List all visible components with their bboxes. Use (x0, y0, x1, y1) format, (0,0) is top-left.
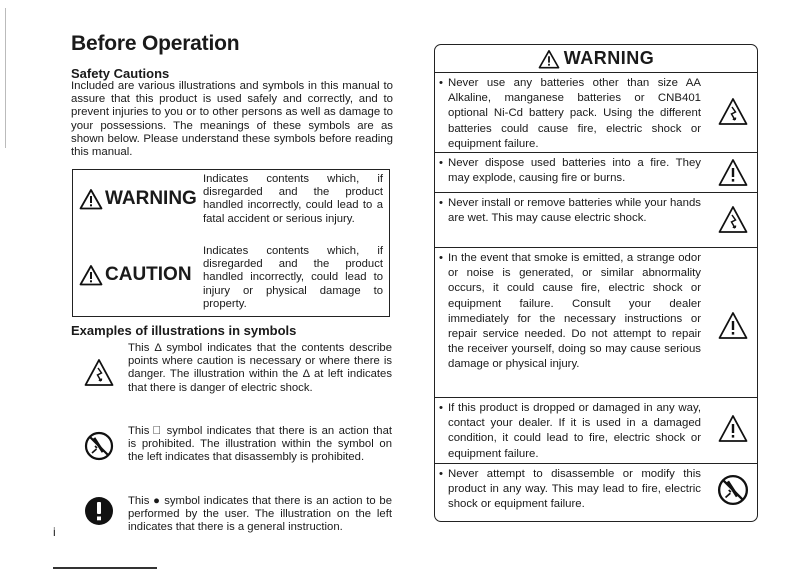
electric-shock-triangle-icon (717, 97, 749, 127)
legend-warning-label: WARNING (79, 188, 197, 210)
caution-triangle-icon (79, 264, 103, 286)
example-item: This Δ symbol indicates that the contents describe points where caution is necessary or where there is danger. The illustration within the Δ at left indicates that there is danger of electric shock. (128, 342, 392, 394)
example-item: This ● symbol indicates that there is an action to be performed by the user. The illustration on the left indicates that there is a general instruction. (128, 495, 392, 534)
scan-edge-mark (5, 8, 6, 148)
legend-warning-text: Indicates contents which, if disregarded and the product handled incorrectly, could lead to a fatal accident or serious injury. (203, 173, 383, 225)
legend-caution-text: Indicates contents which, if disregarded and the product handled incorrectly, could lead to injury or physical damage to property. (203, 245, 383, 310)
warning-item: • Never dispose used batteries into a fire. They may explode, causing fire or burns. (435, 153, 757, 193)
no-disassembly-icon (84, 431, 114, 461)
caution-triangle-icon (717, 414, 749, 444)
safety-heading: Safety Cautions (71, 66, 170, 81)
legend-caution-label: CAUTION (79, 264, 192, 286)
mandatory-action-icon (84, 496, 114, 526)
electric-shock-triangle-icon (84, 358, 114, 388)
page-number: i (53, 525, 56, 539)
examples-heading: Examples of illustrations in symbols (71, 323, 297, 338)
warning-triangle-icon (538, 49, 560, 69)
electric-shock-triangle-icon (717, 205, 749, 235)
safety-intro: Included are various illustrations and symbols in this manual to assure that this product is used safely and correctly, and to prevent injuries to you or to other persons as well as damage to your possessions. The meanings of these symbols are as shown below. Please understand these symbols before reading this manual. (71, 80, 393, 159)
warning-item: • If this product is dropped or damaged in any way, contact your dealer. If it is used in a damaged condition, it could lead to fire, electric shock or equipment failure. (435, 398, 757, 464)
warning-panel (434, 44, 758, 522)
warning-item: • Never use any batteries other than size AA Alkaline, manganese batteries or CNB401 optional Ni-Cd battery pack. Using the different batteries could cause fire, electric shock or equipment failure. (435, 73, 757, 153)
no-disassembly-icon (717, 474, 749, 506)
caution-triangle-icon (717, 311, 749, 341)
page-title: Before Operation (71, 32, 240, 55)
warning-item: • Never attempt to disassemble or modify this product in any way. This may lead to fire, electric shock or equipment failure. (435, 464, 757, 520)
warning-item: • Never install or remove batteries while your hands are wet. This may cause electric shock. (435, 193, 757, 248)
caution-triangle-icon (717, 158, 749, 188)
warning-item: • In the event that smoke is emitted, a strange odor or noise is generated, or similar abnormality occurs, it could cause fire, electric shock or equipment failure. Consult your dealer immediately for the necessary instructions or repair service needed. Do not attempt to repair the receiver yourself, doing so may cause serious damage or physical injury. (435, 248, 757, 398)
example-item: This ⃠ symbol indicates that there is an action that is prohibited. The illustration within the symbol on the left indicates that disassembly is prohibited. (128, 425, 392, 464)
warning-panel-header: WARNING (435, 45, 757, 73)
warning-triangle-icon (79, 188, 103, 210)
symbol-legend-box (72, 169, 390, 317)
bottom-rule (53, 567, 157, 569)
